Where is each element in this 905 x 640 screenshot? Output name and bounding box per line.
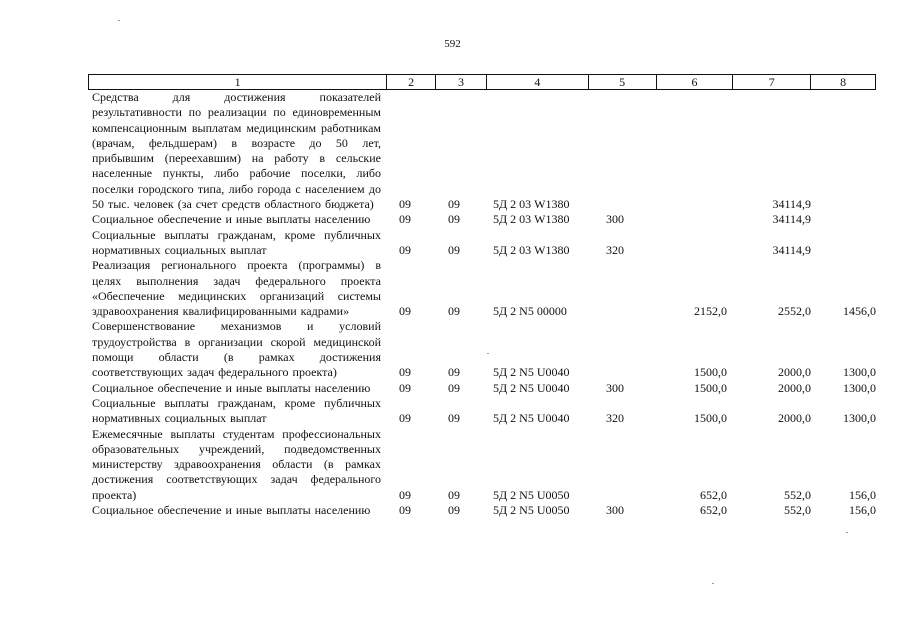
row-value-7: 552,0: [784, 487, 811, 502]
header-col-1: 1: [89, 75, 387, 89]
row-name: Совершенствование механизмов и условий трудоустройства в организации скорой медицинской помощи области (в рамках достижения соответствующих задач федерального проекта): [92, 319, 381, 380]
row-rz: 09: [399, 365, 411, 380]
header-col-7: 7: [733, 75, 811, 89]
row-csr: 5Д 2 N5 U0040: [493, 380, 570, 395]
row-value-7: 2000,0: [778, 411, 811, 426]
row-rz: 09: [399, 503, 411, 518]
row-value-8: 156,0: [849, 487, 876, 502]
row-value-6: 1500,0: [694, 380, 727, 395]
header-col-8: 8: [840, 75, 847, 89]
row-rz: 09: [399, 242, 411, 257]
table-row: [88, 381, 876, 396]
header-col-3: 3: [436, 75, 487, 89]
row-pr: 09: [448, 503, 460, 518]
row-value-6: 652,0: [700, 487, 727, 502]
table-row: [88, 319, 876, 380]
scan-speck: [712, 583, 714, 584]
row-rz: 09: [399, 212, 411, 227]
row-pr: 09: [448, 365, 460, 380]
row-value-6: 1500,0: [694, 365, 727, 380]
row-name: Социальное обеспечение и иные выплаты населению: [92, 503, 371, 518]
table-row: [88, 427, 876, 503]
page-number: 592: [444, 38, 461, 50]
table-row: [88, 503, 876, 518]
row-value-8: 1456,0: [843, 304, 876, 319]
table-row: [88, 90, 876, 212]
row-value-6: 1500,0: [694, 411, 727, 426]
row-rz: 09: [399, 380, 411, 395]
row-vr: 300: [606, 503, 624, 518]
row-rz: 09: [399, 304, 411, 319]
row-value-6: 652,0: [700, 503, 727, 518]
row-vr: 320: [606, 411, 624, 426]
row-csr: 5Д 2 N5 U0040: [493, 365, 570, 380]
row-value-7: 2552,0: [778, 304, 811, 319]
row-name: Социальные выплаты гражданам, кроме публичных нормативных социальных выплат: [92, 395, 381, 426]
row-pr: 09: [448, 212, 460, 227]
row-csr: 5Д 2 03 W1380: [493, 242, 570, 257]
row-name: Социальные выплаты гражданам, кроме публичных нормативных социальных выплат: [92, 227, 381, 257]
row-pr: 09: [448, 487, 460, 502]
header-col-5: 5: [589, 75, 657, 89]
row-pr: 09: [448, 411, 460, 426]
row-rz: 09: [399, 197, 411, 212]
row-vr: 300: [606, 212, 624, 227]
table-row: [88, 258, 876, 319]
row-value-8: 156,0: [849, 503, 876, 518]
row-value-7: 2000,0: [778, 380, 811, 395]
row-csr: 5Д 2 03 W1380: [493, 197, 570, 212]
row-name: Социальное обеспечение и иные выплаты населению: [92, 212, 371, 227]
table-row: [88, 396, 876, 427]
row-vr: 300: [606, 380, 624, 395]
table-header: [88, 74, 876, 90]
row-value-8: 1300,0: [843, 411, 876, 426]
scan-speck: [846, 532, 848, 533]
row-value-8: 1300,0: [843, 380, 876, 395]
row-name: Ежемесячные выплаты студентам профессиональных образовательных учреждений, подведомственных министерству здравоохранения области (в рамках достижения соответствующих задач федерального проекта): [92, 426, 381, 502]
row-pr: 09: [448, 380, 460, 395]
row-value-8: 1300,0: [843, 365, 876, 380]
row-rz: 09: [399, 487, 411, 502]
row-value-7: 34114,9: [772, 197, 811, 212]
row-csr: 5Д 2 N5 U0050: [493, 487, 570, 502]
row-pr: 09: [448, 242, 460, 257]
row-name: Реализация регионального проекта (программы) в целях выполнения задач федерального проекта «Обеспечение медицинских организаций системы здравоохранения квалифицированными кадрами»: [92, 258, 381, 319]
row-name: Средства для достижения показателей результативности по реализации по единовременным компенсационным выплатам медицинским работникам (врачам, фельдшерам) в возрасте до 50 лет, прибывшим (переехавшим) на работу в сельские населенные пункты, либо рабочие поселки, либо поселки городского типа, либо города с населением до 50 тыс. человек (за счет средств областного бюджета): [92, 90, 381, 212]
row-pr: 09: [448, 197, 460, 212]
row-csr: 5Д 2 N5 U0050: [493, 503, 570, 518]
table-row: [88, 228, 876, 259]
scan-speck: [118, 20, 120, 21]
row-csr: 5Д 2 N5 U0040: [493, 411, 570, 426]
table-body: [88, 90, 876, 518]
header-col-4: 4: [487, 75, 589, 89]
row-name: Социальное обеспечение и иные выплаты населению: [92, 380, 371, 395]
row-value-7: 34114,9: [772, 212, 811, 227]
header-col-6: 6: [657, 75, 734, 89]
table-row: [88, 212, 876, 227]
row-csr: 5Д 2 03 W1380: [493, 212, 570, 227]
row-value-7: 552,0: [784, 503, 811, 518]
scan-speck: [487, 353, 489, 354]
row-rz: 09: [399, 411, 411, 426]
header-col-2: 2: [387, 75, 436, 89]
row-vr: 320: [606, 242, 624, 257]
row-pr: 09: [448, 304, 460, 319]
row-value-7: 2000,0: [778, 365, 811, 380]
row-csr: 5Д 2 N5 00000: [493, 304, 567, 319]
row-value-7: 34114,9: [772, 242, 811, 257]
row-value-6: 2152,0: [694, 304, 727, 319]
